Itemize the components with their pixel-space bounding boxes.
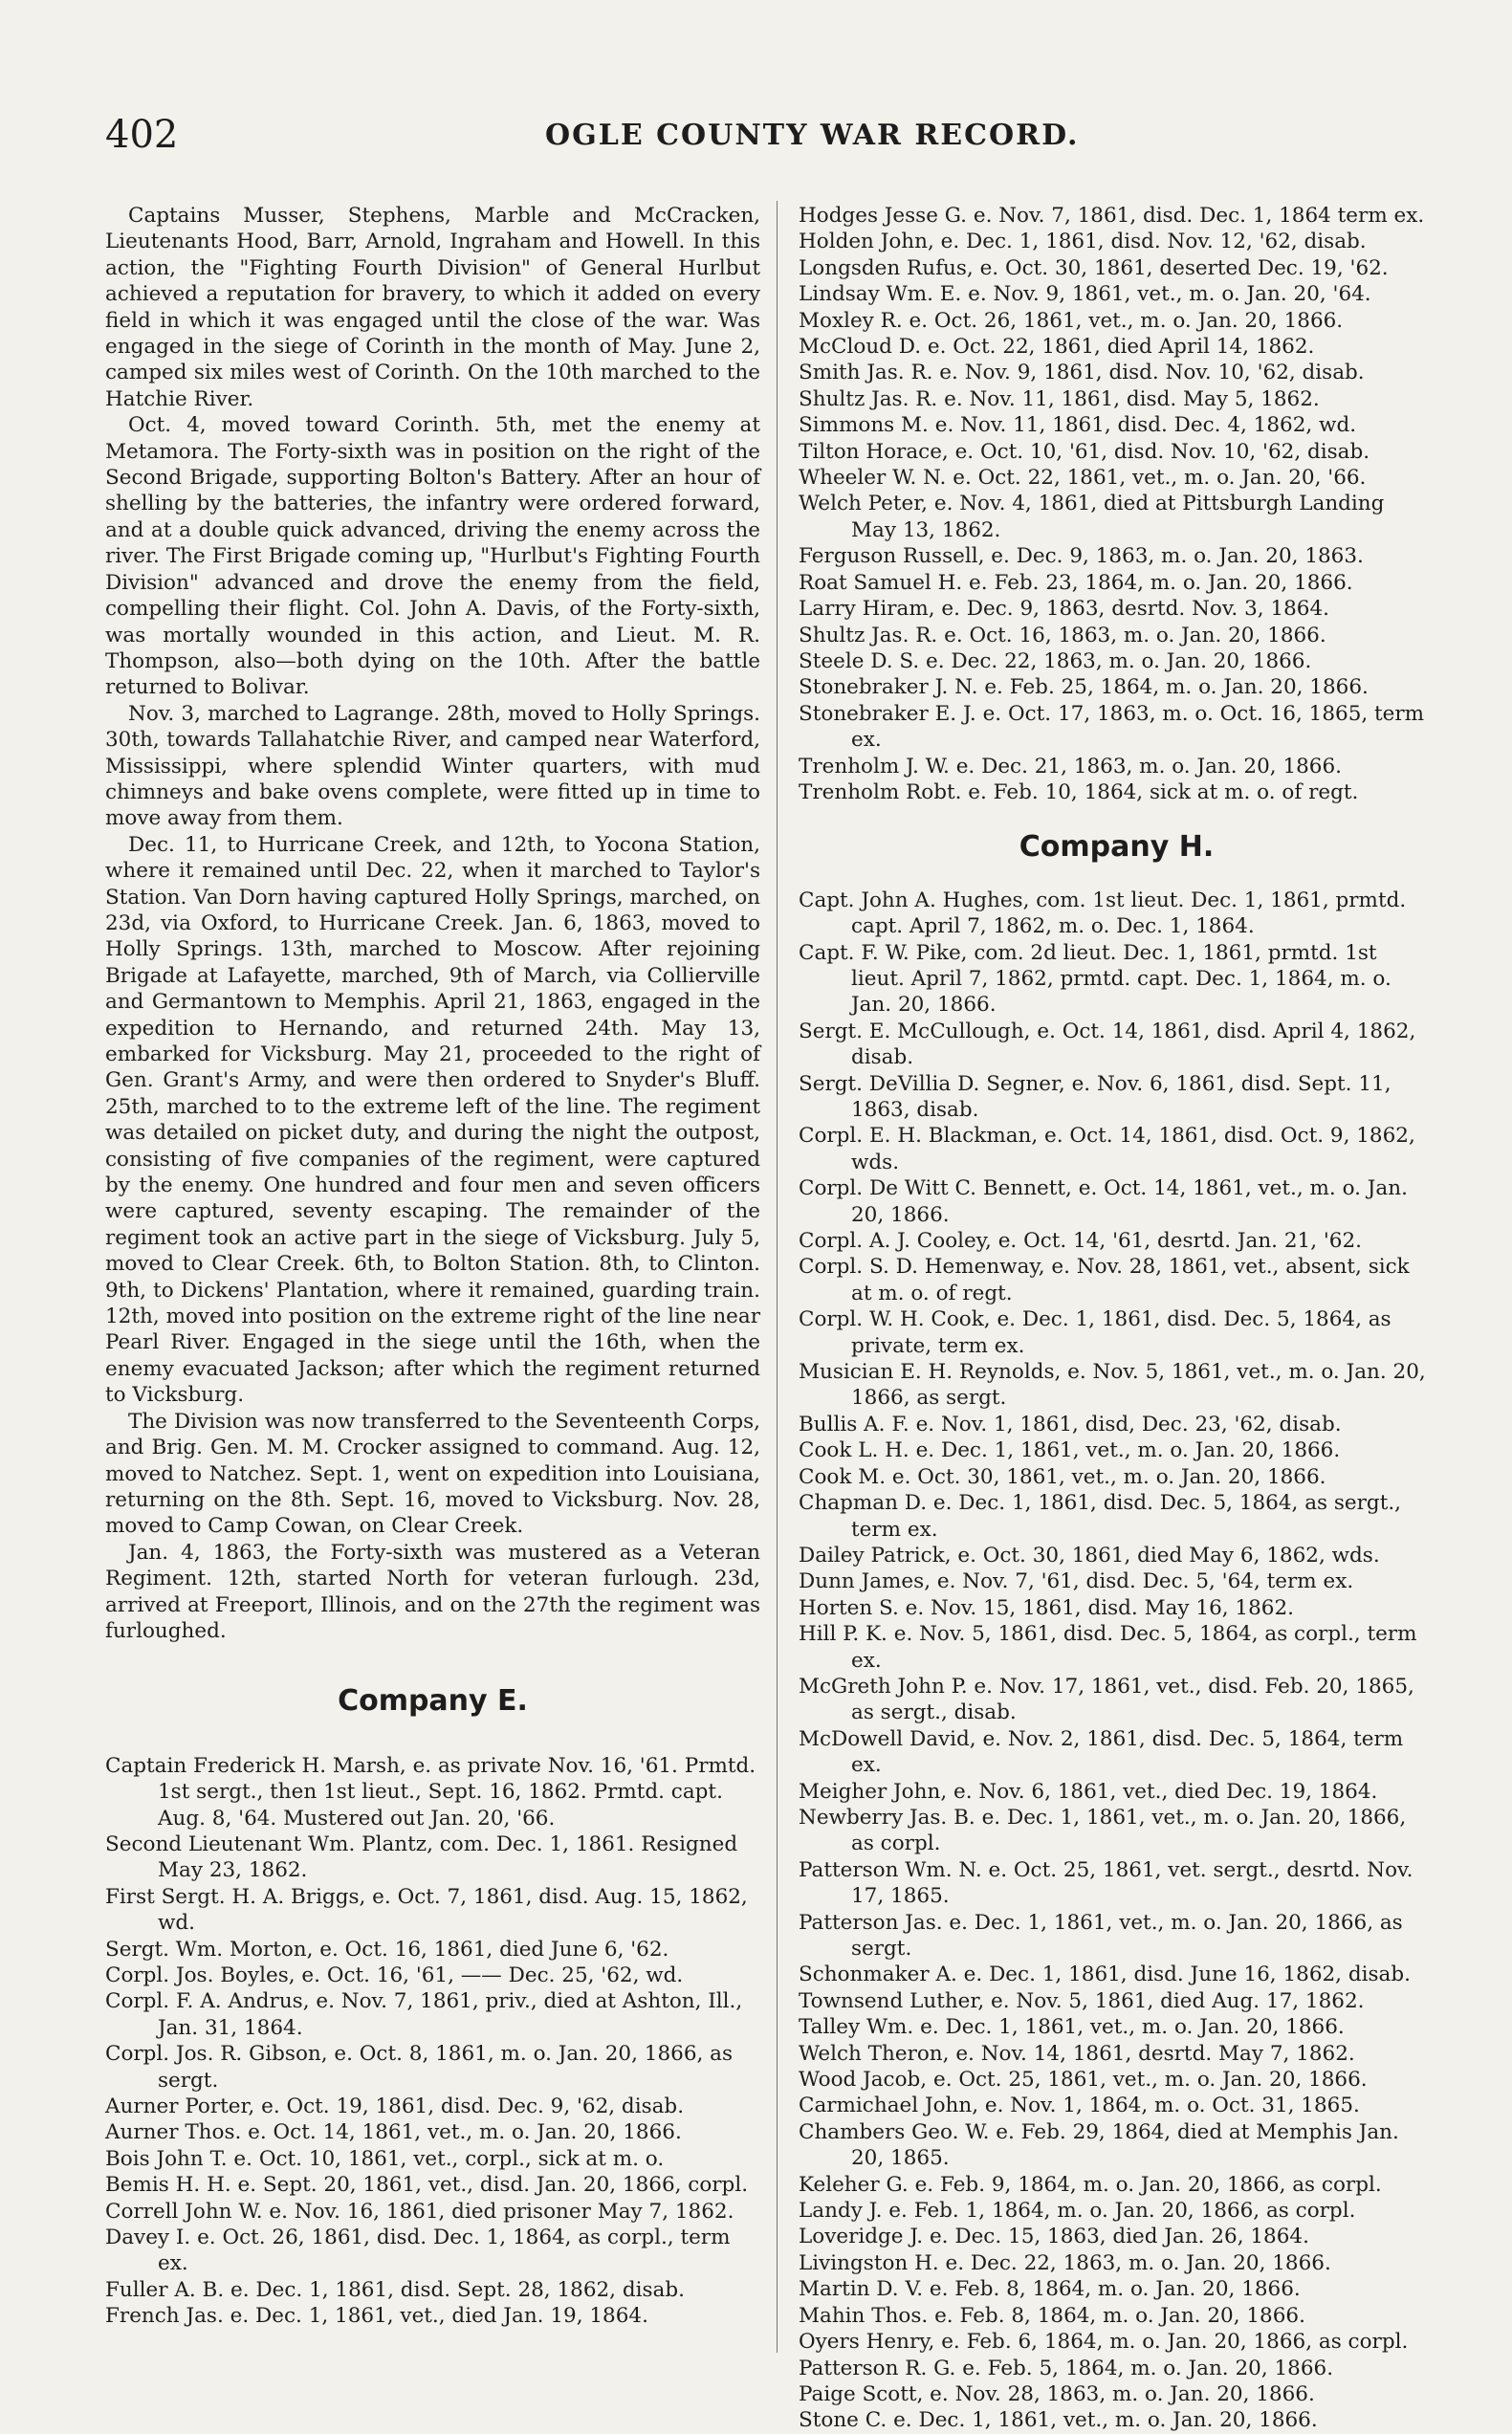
narrative-paragraph: Captains Musser, Stephens, Marble and McCracken, Lieutenants Hood, Barr, Arnold, Ingraham and Howell. In this action, the "Fighting Fourth Division" of General Hurlbut achieved a reputation for bravery, to which it added on every field in which it was engaged until the close of the war. Was engaged in the siege of Corinth in the month of May. June 2, camped six miles west of Corinth. On the 10th marched to the Hatchie River. — [105, 204, 760, 411]
roster-entry: Second Lieutenant Wm. Plantz, com. Dec. 1, 1861. Resigned May 23, 1862. — [105, 1831, 738, 1883]
roster-entry: McDowell David, e. Nov. 2, 1861, disd. Dec. 5, 1864, term ex. — [799, 1726, 1404, 1778]
roster-entry: Longsden Rufus, e. Oct. 30, 1861, deserted Dec. 19, '62. — [799, 255, 1389, 280]
roster-entry: Paige Scott, e. Nov. 28, 1863, m. o. Jan. 20, 1866. — [799, 2381, 1315, 2406]
roster-entry: Corpl. Jos. R. Gibson, e. Oct. 8, 1861, m. o. Jan. 20, 1866, as sergt. — [105, 2042, 734, 2093]
roster-entry: Patterson R. G. e. Feb. 5, 1864, m. o. Jan. 20, 1866. — [799, 2356, 1334, 2380]
roster-entry: Holden John, e. Dec. 1, 1861, disd. Nov. 12, '62, disab. — [799, 230, 1367, 254]
roster-entry: First Sergt. H. A. Briggs, e. Oct. 7, 1861, disd. Aug. 15, 1862, wd. — [105, 1884, 748, 1936]
roster-entry: Smith Jas. R. e. Nov. 9, 1861, disd. Nov. 10, '62, disab. — [799, 361, 1365, 385]
roster-entry: Welch Theron, e. Nov. 14, 1861, desrtd. May 7, 1862. — [799, 2041, 1355, 2066]
roster-entry: Dailey Patrick, e. Oct. 30, 1861, died May 6, 1862, wds. — [799, 1543, 1380, 1568]
roster-entry: Larry Hiram, e. Dec. 9, 1863, desrtd. Nov. 3, 1864. — [799, 597, 1329, 622]
roster-entry: Corpl. W. H. Cook, e. Dec. 1, 1861, disd. Dec. 5, 1864, as private, term ex. — [799, 1307, 1391, 1358]
roster-entry: French Jas. e. Dec. 1, 1861, vet., died Jan. 19, 1864. — [105, 2304, 648, 2329]
roster-entry: Dunn James, e. Nov. 7, '61, disd. Dec. 5, '64, term ex. — [799, 1569, 1354, 1594]
company-e-roster — [105, 1753, 760, 2330]
running-title: OGLE COUNTY WAR RECORD. — [545, 119, 1080, 152]
roster-entry: Horten S. e. Nov. 15, 1861, disd. May 16, 1862. — [799, 1595, 1294, 1620]
roster-entry: Cook M. e. Oct. 30, 1861, vet., m. o. Jan. 20, 1866. — [799, 1464, 1326, 1489]
roster-entry: Stone C. e. Dec. 1, 1861, vet., m. o. Jan. 20, 1866. — [799, 2408, 1318, 2433]
roster-entry: Bullis A. F. e. Nov. 1, 1861, disd, Dec. 23, '62, disab. — [799, 1412, 1342, 1436]
roster-entry: Moxley R. e. Oct. 26, 1861, vet., m. o. Jan. 20, 1866. — [799, 308, 1344, 333]
roster-entry: Shultz Jas. R. e. Nov. 11, 1861, disd. May 5, 1862. — [799, 386, 1320, 411]
narrative-paragraph: The Division was now transferred to the Seventeenth Corps, and Brig. Gen. M. M. Crocker assigned to command. Aug. 12, moved to Natchez. Sept. 1, went on expedition into Louisiana, returning on the 8th. Sept. 16, moved to Vicksburg. Nov. 28, moved to Camp Cowan, on Clear Creek. — [105, 1409, 760, 1539]
roster-entry: Livingston H. e. Dec. 22, 1863, m. o. Jan. 20, 1866. — [799, 2250, 1331, 2275]
roster-entry: Schonmaker A. e. Dec. 1, 1861, disd. June 16, 1862, disab. — [799, 1963, 1411, 1987]
roster-entry: Chapman D. e. Dec. 1, 1861, disd. Dec. 5, 1864, as sergt., term ex. — [799, 1491, 1401, 1542]
roster-entry: Bois John T. e. Oct. 10, 1861, vet., corpl., sick at m. o. — [105, 2146, 665, 2171]
roster-entry: Chambers Geo. W. e. Feb. 29, 1864, died at Memphis Jan. 20, 1865. — [799, 2119, 1399, 2171]
company-e-heading: Company E. — [338, 1684, 528, 1719]
roster-entry: Trenholm Robt. e. Feb. 10, 1864, sick at m. o. of regt. — [799, 779, 1359, 804]
roster-entry: Mahin Thos. e. Feb. 8, 1864, m. o. Jan. 20, 1866. — [799, 2303, 1305, 2328]
left-column — [105, 203, 760, 2330]
roster-entry: Loveridge J. e. Dec. 15, 1863, died Jan. 26, 1864. — [799, 2225, 1309, 2249]
roster-entry: Capt. John A. Hughes, com. 1st lieut. Dec. 1, 1861, prmtd. capt. April 7, 1862, m. o. Dec. 1, 1864. — [799, 888, 1407, 939]
roster-entry: Stonebraker E. J. e. Oct. 17, 1863, m. o. Oct. 16, 1865, term ex. — [799, 701, 1425, 753]
roster-entry: Wheeler W. N. e. Oct. 22, 1861, vet., m. o. Jan. 20, '66. — [799, 466, 1367, 491]
roster-entry: Ferguson Russell, e. Dec. 9, 1863, m. o. Jan. 20, 1863. — [799, 544, 1364, 569]
roster-entry: Tilton Horace, e. Oct. 10, '61, disd. Nov. 10, '62, disab. — [799, 439, 1370, 464]
narrative-paragraph: Jan. 4, 1863, the Forty-sixth was mustered as a Veteran Regiment. 12th, started North for veteran furlough. 23d, arrived at Freeport, Illinois, and on the 27th the regiment was furloughed. — [105, 1540, 760, 1643]
roster-entry: Fuller A. B. e. Dec. 1, 1861, disd. Sept. 28, 1862, disab. — [105, 2277, 685, 2302]
roster-entry: Corpl. De Witt C. Bennett, e. Oct. 14, 1861, vet., m. o. Jan. 20, 1866. — [799, 1176, 1408, 1227]
roster-entry: Lindsay Wm. E. e. Nov. 9, 1861, vet., m. o. Jan. 20, '64. — [799, 282, 1371, 307]
roster-entry: Keleher G. e. Feb. 9, 1864, m. o. Jan. 20, 1866, as corpl. — [799, 2172, 1382, 2197]
roster-entry: Davey I. e. Oct. 26, 1861, disd. Dec. 1, 1864, as corpl., term ex. — [105, 2226, 731, 2276]
roster-entry: Correll John W. e. Nov. 16, 1861, died prisoner May 7, 1862. — [105, 2199, 734, 2224]
roster-entry: Landy J. e. Feb. 1, 1864, m. o. Jan. 20, 1866, as corpl. — [799, 2199, 1356, 2224]
roster-entry: Talley Wm. e. Dec. 1, 1861, vet., m. o. Jan. 20, 1866. — [799, 2015, 1345, 2040]
roster-entry: Meigher John, e. Nov. 6, 1861, vet., died Dec. 19, 1864. — [799, 1779, 1378, 1804]
roster-entry: Newberry Jas. B. e. Dec. 1, 1861, vet., m. o. Jan. 20, 1866, as corpl. — [799, 1805, 1407, 1856]
roster-entry: Martin D. V. e. Feb. 8, 1864, m. o. Jan. 20, 1866. — [799, 2277, 1301, 2302]
roster-entry: Bemis H. H. e. Sept. 20, 1861, vet., disd. Jan. 20, 1866, corpl. — [105, 2173, 749, 2198]
roster-entry: Sergt. E. McCullough, e. Oct. 14, 1861, disd. April 4, 1862, disab. — [799, 1019, 1416, 1070]
roster-entry: Corpl. S. D. Hemenway, e. Nov. 28, 1861, vet., absent, sick at m. o. of regt. — [799, 1255, 1410, 1305]
roster-entry: Patterson Jas. e. Dec. 1, 1861, vet., m. o. Jan. 20, 1866, as sergt. — [799, 1910, 1403, 1961]
roster-entry: Hill P. K. e. Nov. 5, 1861, disd. Dec. 5, 1864, as corpl., term ex. — [799, 1622, 1417, 1673]
roster-entry: Musician E. H. Reynolds, e. Nov. 5, 1861, vet., m. o. Jan. 20, 1866, as sergt. — [799, 1360, 1426, 1411]
roster-entry: Trenholm J. W. e. Dec. 21, 1863, m. o. Jan. 20, 1866. — [799, 754, 1342, 778]
roster-entry: Patterson Wm. N. e. Oct. 25, 1861, vet. sergt., desrtd. Nov. 17, 1865. — [799, 1857, 1413, 1909]
roster-entry: Stonebraker J. N. e. Feb. 25, 1864, m. o. Jan. 20, 1866. — [799, 675, 1369, 700]
roster-entry: McGreth John P. e. Nov. 17, 1861, vet., disd. Feb. 20, 1865, as sergt., disab. — [799, 1674, 1414, 1725]
roster-entry: Corpl. F. A. Andrus, e. Nov. 7, 1861, priv., died at Ashton, Ill., Jan. 31, 1864. — [105, 1989, 743, 2040]
roster-entry: Carmichael John, e. Nov. 1, 1864, m. o. Oct. 31, 1865. — [799, 2094, 1360, 2118]
roster-entry: Shultz Jas. R. e. Oct. 16, 1863, m. o. Jan. 20, 1866. — [799, 623, 1326, 647]
company-h-roster — [799, 888, 1435, 2434]
roster-entry: Sergt. Wm. Morton, e. Oct. 16, 1861, died June 6, '62. — [105, 1937, 669, 1962]
narrative-paragraph: Dec. 11, to Hurricane Creek, and 12th, to Yocona Station, where it remained until Dec. 22, when it marched to Taylor's Station. Van Dorn having captured Holly Springs, marched, on 23d, via Oxford, to Hurricane Creek. Jan. 6, 1863, moved to Holly Springs. 13th, marched to Moscow. After rejoining Brigade at Lafayette, marched, 9th of March, via Collierville and Germantown to Memphis. April 21, 1863, engaged in the expedition to Hernando, and returned 24th. May 13, embarked for Vicksburg. May 21, proceeded to the right of Gen. Grant's Army, and were then ordered to Snyder's Bluff. 25th, marched to to the extreme left of the line. The regiment was detailed on picket duty, and during the night the outpost, consisting of five companies of the regiment, were captured by the enemy. One hundred and four men and seven officers were captured, seventy escaping. The remainder of the regiment took an active part in the siege of Vicksburg. July 5, moved to Clear Creek. 6th, to Bolton Station. 8th, to Clinton. 9th, to Dickens' Plantation, where it remained, guarding train. 12th, moved into position on the extreme right of the line near Pearl River. Engaged in the siege until the 16th, when the enemy evacuated Jackson; after which the regiment returned to Vicksburg. — [105, 832, 760, 1408]
narrative-paragraph: Nov. 3, marched to Lagrange. 28th, moved to Holly Springs. 30th, towards Tallahatchie River, and camped near Waterford, Mississippi, where splendid Winter quarters, with mud chimneys and bake ovens complete, were fitted up in time to move away from them. — [105, 701, 760, 831]
column-divider — [777, 201, 778, 2353]
roster-entry: Townsend Luther, e. Nov. 5, 1861, died Aug. 17, 1862. — [799, 1988, 1365, 2013]
right-column — [799, 203, 1435, 2434]
company-h-heading: Company H. — [1019, 830, 1215, 865]
roster-entry: Corpl. Jos. Boyles, e. Oct. 16, '61, —— Dec. 25, '62, wd. — [105, 1963, 684, 1987]
roster-entry: Aurner Porter, e. Oct. 19, 1861, disd. Dec. 9, '62, disab. — [105, 2094, 685, 2119]
roster-entry: Oyers Henry, e. Feb. 6, 1864, m. o. Jan. 20, 1866, as corpl. — [799, 2330, 1409, 2355]
roster-entry: Sergt. DeVillia D. Segner, e. Nov. 6, 1861, disd. Sept. 11, 1863, disab. — [799, 1071, 1391, 1122]
roster-entry: Roat Samuel H. e. Feb. 23, 1864, m. o. Jan. 20, 1866. — [799, 570, 1353, 595]
roster-entry: Welch Peter, e. Nov. 4, 1861, died at Pittsburgh Landing May 13, 1862. — [799, 492, 1385, 542]
roster-entry: McCloud D. e. Oct. 22, 1861, died April 14, 1862. — [799, 335, 1315, 360]
narrative-paragraph: Oct. 4, moved toward Corinth. 5th, met the enemy at Metamora. The Forty-sixth was in position on the right of the Second Brigade, supporting Bolton's Battery. After an hour of shelling by the batteries, the infantry were ordered forward, and at a double quick advanced, driving the enemy across the river. The First Brigade coming up, "Hurlbut's Fighting Fourth Division" advanced and drove the enemy from the field, compelling their flight. Col. John A. Davis, of the Forty-sixth, was mortally wounded in this action, and Lieut. M. R. Thompson, also—both dying on the 10th. After the battle returned to Bolivar. — [105, 413, 760, 700]
page-header — [105, 113, 1425, 161]
roster-entry: Capt. F. W. Pike, com. 2d lieut. Dec. 1, 1861, prmtd. 1st lieut. April 7, 1862, prmtd. capt. Dec. 1, 1864, m. o. Jan. 20, 1866. — [799, 940, 1391, 1018]
roster-entry: Wood Jacob, e. Oct. 25, 1861, vet., m. o. Jan. 20, 1866. — [799, 2068, 1368, 2093]
roster-entry: Hodges Jesse G. e. Nov. 7, 1861, disd. Dec. 1, 1864 term ex. — [799, 204, 1425, 228]
page-number: 402 — [105, 113, 179, 157]
roster-entry: Aurner Thos. e. Oct. 14, 1861, vet., m. o. Jan. 20, 1866. — [105, 2120, 682, 2145]
roster-entry: Cook L. H. e. Dec. 1, 1861, vet., m. o. Jan. 20, 1866. — [799, 1438, 1341, 1463]
company-e-roster-continued — [799, 203, 1435, 805]
roster-entry: Simmons M. e. Nov. 11, 1861, disd. Dec. 4, 1862, wd. — [799, 413, 1357, 438]
roster-entry: Corpl. E. H. Blackman, e. Oct. 14, 1861, disd. Oct. 9, 1862, wds. — [799, 1124, 1415, 1174]
roster-entry: Steele D. S. e. Dec. 22, 1863, m. o. Jan. 20, 1866. — [799, 648, 1312, 673]
roster-entry: Corpl. A. J. Cooley, e. Oct. 14, '61, desrtd. Jan. 21, '62. — [799, 1229, 1362, 1254]
roster-entry: Captain Frederick H. Marsh, e. as private Nov. 16, '61. Prmtd. 1st sergt., then 1st lieut., Sept. 16, 1862. Prmtd. capt. Aug. 8, '64. Mustered out Jan. 20, '66. — [105, 1753, 756, 1831]
